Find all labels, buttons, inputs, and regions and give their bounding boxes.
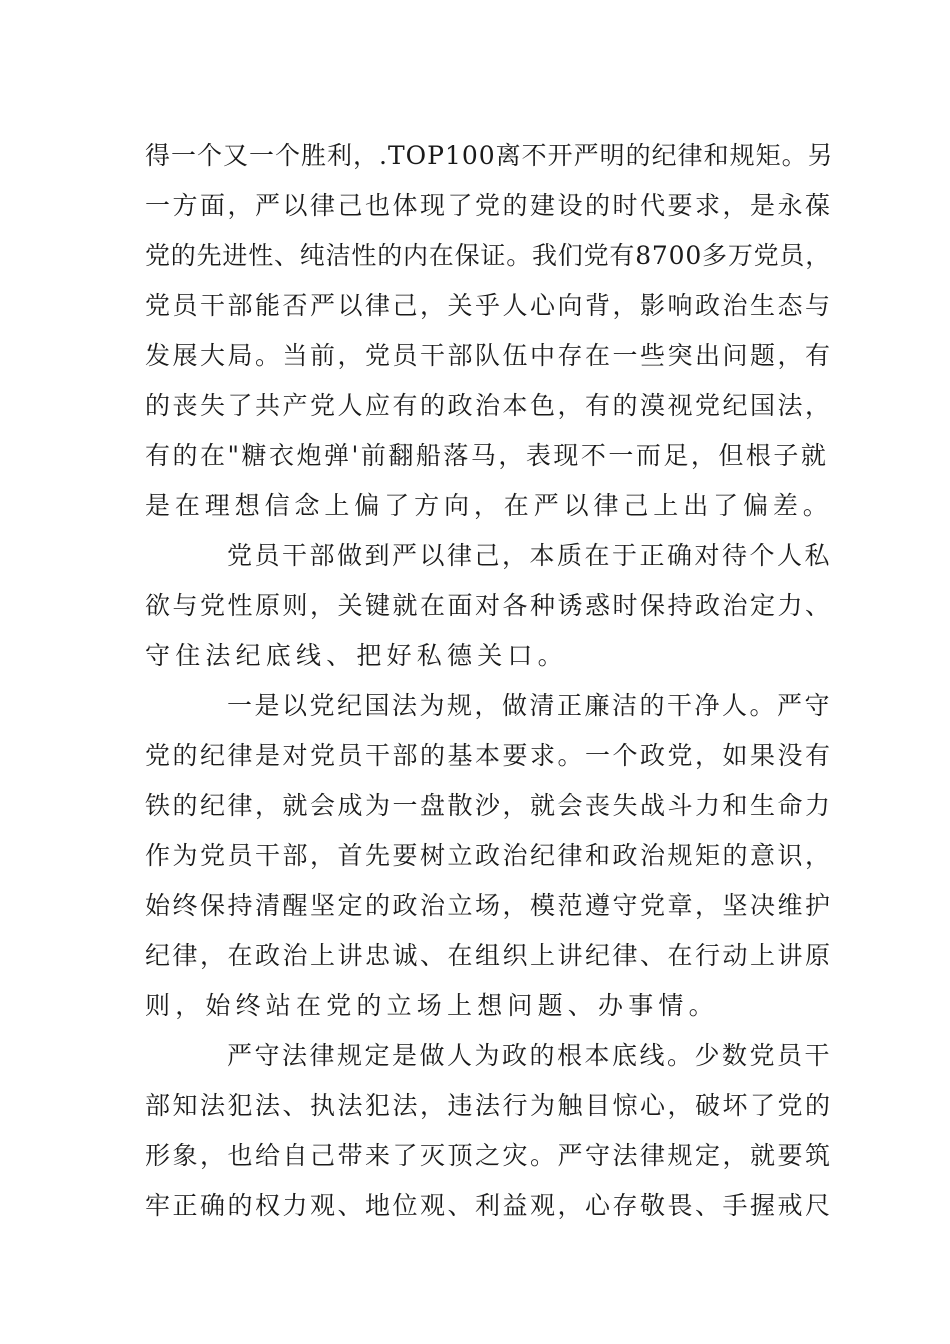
text-line: 作为党员干部，首先要树立政治纪律和政治规矩的意识， — [145, 841, 833, 870]
text-line: 守住法纪底线、把好私德关口。 — [145, 641, 568, 670]
text-line: 纪律，在政治上讲忠诚、在组织上讲纪律、在行动上讲原 — [145, 941, 833, 970]
text-line: 牢正确的权力观、地位观、利益观，心存敬畏、手握戒尺 — [145, 1191, 833, 1220]
text-line: 得一个又一个胜利，.TOP100离不开严明的纪律和规矩。另 — [145, 141, 834, 170]
text-line: 党的纪律是对党员干部的基本要求。一个政党，如果没有 — [145, 741, 833, 770]
text-line: 则，始终站在党的立场上想问题、办事情。 — [145, 991, 719, 1020]
text-line: 党的先进性、纯洁性的内在保证。我们党有8700多万党员， — [145, 241, 832, 270]
text-line: 发展大局。当前，党员干部队伍中存在一些突出问题，有 — [145, 341, 833, 370]
paragraph-first-line: 党员干部做到严以律己，本质在于正确对待个人私 — [227, 541, 833, 570]
text-line: 形象，也给自己带来了灭顶之灾。严守法律规定，就要筑 — [145, 1141, 833, 1170]
text-line: 的丧失了共产党人应有的政治本色，有的漠视党纪国法， — [145, 391, 833, 420]
paragraph-first-line: 一是以党纪国法为规，做清正廉洁的干净人。严守 — [227, 691, 833, 720]
text-line: 欲与党性原则，关键就在面对各种诱惑时保持政治定力、 — [145, 591, 833, 620]
text-line: 一方面，严以律己也体现了党的建设的时代要求，是永葆 — [145, 191, 833, 220]
text-line: 铁的纪律，就会成为一盘散沙，就会丧失战斗力和生命力 — [145, 791, 833, 820]
document-body — [145, 131, 834, 1231]
text-line: 有的在"糖衣炮弹'前翻船落马，表现不一而足，但根子就 — [145, 441, 829, 470]
paragraph-first-line: 严守法律规定是做人为政的根本底线。少数党员干 — [227, 1041, 833, 1070]
text-line: 始终保持清醒坚定的政治立场，模范遵守党章，坚决维护 — [145, 891, 833, 920]
text-line: 是在理想信念上偏了方向，在严以律己上出了偏差。 — [145, 491, 833, 520]
text-line: 党员干部能否严以律己，关乎人心向背，影响政治生态与 — [145, 291, 833, 320]
text-line: 部知法犯法、执法犯法，违法行为触目惊心，破坏了党的 — [145, 1091, 833, 1120]
